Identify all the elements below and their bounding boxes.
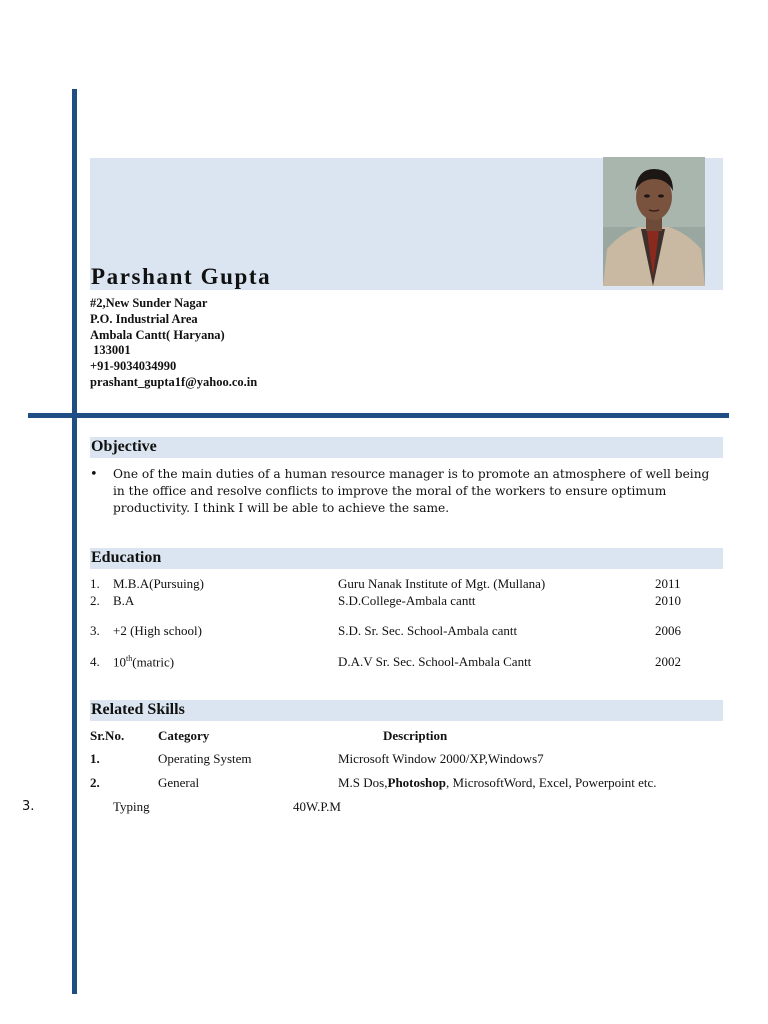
email-address: prashant_gupta1f@yahoo.co.in bbox=[90, 374, 258, 389]
institute: Guru Nanak Institute of Mgt. (Mullana) bbox=[338, 576, 546, 591]
course-superscript: th bbox=[126, 654, 133, 663]
phone-number: +91-9034034990 bbox=[90, 359, 177, 374]
row-number: 1. bbox=[90, 751, 100, 766]
row-number: 1. bbox=[90, 576, 100, 591]
bullet-icon: • bbox=[90, 467, 98, 482]
course: B.A bbox=[113, 593, 135, 608]
row-number: 2. bbox=[90, 775, 100, 790]
address-line-1: #2,New Sunder Nagar bbox=[90, 296, 208, 310]
year: 2010 bbox=[655, 593, 681, 608]
objective-heading: Objective bbox=[91, 438, 157, 455]
horizontal-accent-line bbox=[28, 413, 729, 418]
course: M.B.A(Pursuing) bbox=[113, 576, 205, 591]
srno-header: Sr.No. bbox=[90, 728, 125, 743]
year: 2011 bbox=[655, 576, 681, 591]
skill-desc-pre: M.S Dos, bbox=[338, 775, 388, 790]
skill-description: Microsoft Window 2000/XP,Windows7 bbox=[338, 751, 544, 766]
address-line-2: P.O. Industrial Area bbox=[90, 311, 198, 326]
skill-category: Operating System bbox=[158, 751, 252, 766]
institute: D.A.V Sr. Sec. School-Ambala Cantt bbox=[338, 654, 532, 669]
skill-description: 40W.P.M bbox=[293, 799, 341, 814]
row-number: 3. bbox=[90, 623, 100, 638]
institute: S.D.College-Ambala cantt bbox=[338, 593, 476, 608]
skill-desc-post: , MicrosoftWord, Excel, Powerpoint etc. bbox=[446, 775, 657, 790]
year: 2002 bbox=[655, 654, 681, 669]
course: +2 (High school) bbox=[113, 623, 202, 638]
course bbox=[113, 654, 174, 670]
skill-description bbox=[338, 775, 657, 791]
institute: S.D. Sr. Sec. School-Ambala cantt bbox=[338, 623, 518, 638]
vertical-accent-line bbox=[72, 89, 77, 994]
contact-block bbox=[90, 296, 257, 391]
objective-item bbox=[90, 466, 723, 517]
row-number: 4. bbox=[90, 654, 100, 669]
skill-category: General bbox=[158, 775, 200, 790]
year: 2006 bbox=[655, 623, 681, 638]
education-heading-band bbox=[90, 548, 723, 569]
address-line-3: Ambala Cantt( Haryana) bbox=[90, 327, 225, 342]
profile-photo bbox=[603, 157, 705, 286]
education-heading: Education bbox=[91, 549, 162, 566]
skills-heading: Related Skills bbox=[91, 701, 185, 718]
course-post: (matric) bbox=[132, 654, 175, 670]
candidate-name: Parshant Gupta bbox=[91, 264, 272, 289]
objective-text: One of the main duties of a human resource manager is to promote an atmosphere of well being in the office and resolve conflicts to improve the moral of the workers to ensure optimum productivity. I think I will be able to achieve the same. bbox=[113, 467, 710, 515]
row-number: 2. bbox=[90, 593, 100, 608]
row-number: 3. bbox=[22, 799, 35, 814]
skills-heading-band bbox=[90, 700, 723, 721]
pincode: 133001 bbox=[90, 343, 131, 358]
course-pre: 10 bbox=[113, 654, 126, 670]
skill-desc-bold: Photoshop bbox=[387, 775, 447, 790]
objective-heading-band bbox=[90, 437, 723, 458]
category-header: Category bbox=[158, 728, 210, 743]
skill-category: Typing bbox=[113, 799, 150, 814]
description-header: Description bbox=[383, 728, 448, 743]
